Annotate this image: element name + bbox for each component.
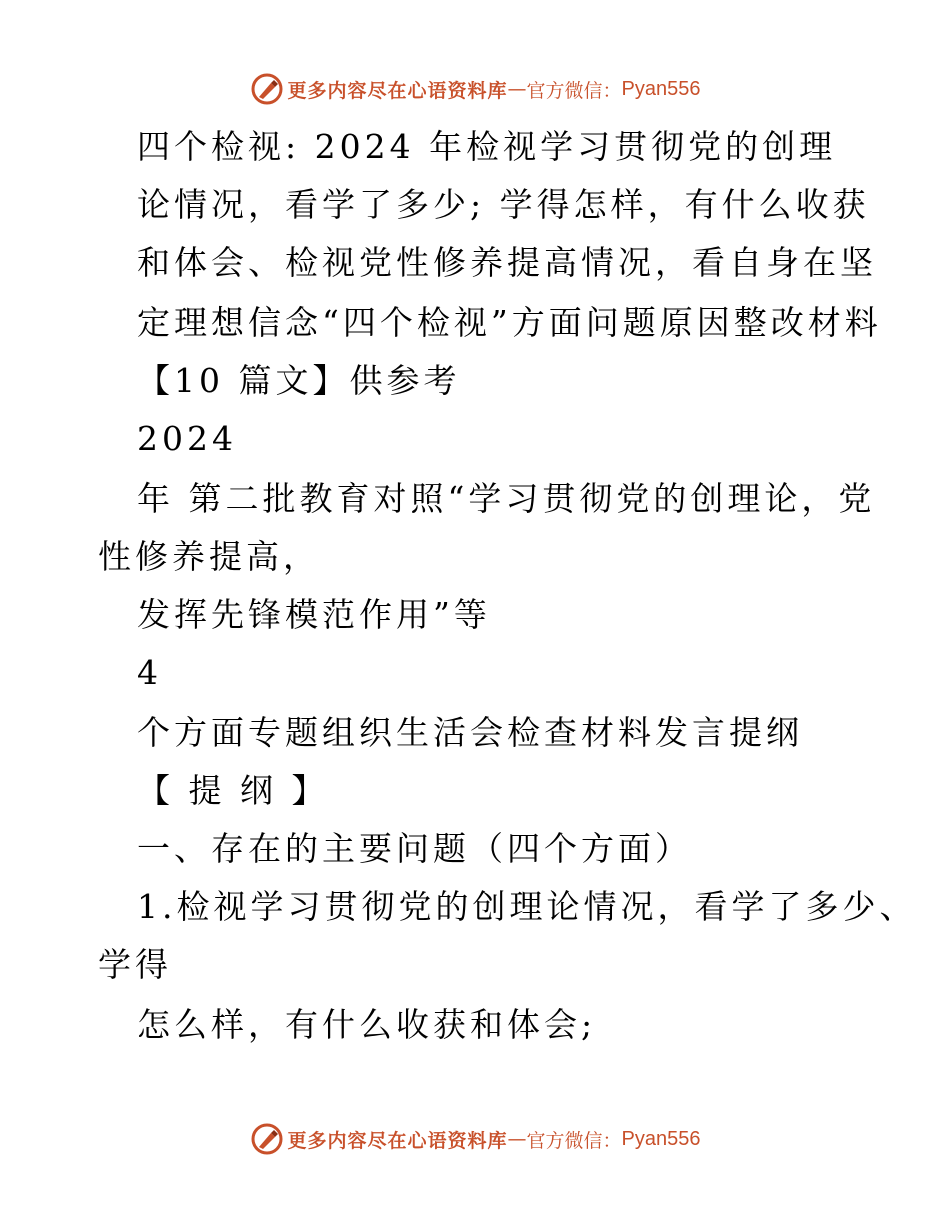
watermark-separator: — — [507, 1128, 527, 1150]
section-heading: 一、存在的主要问题（四个方面） — [137, 829, 692, 868]
pen-logo-icon — [250, 1122, 284, 1156]
text-line: 4 — [137, 653, 162, 692]
watermark-official: 官方微信： — [526, 79, 622, 102]
text-line: 个方面专题组织生活会检查材料发言提纲 — [137, 713, 803, 752]
section-heading: 【 提 纲 】 — [137, 771, 329, 810]
text-line: 学得 — [98, 945, 172, 984]
text-line: 和体会、检视党性修养提高情况，看自身在坚 — [137, 243, 877, 282]
text-line: 定理想信念“四个检视”方面问题原因整改材料 — [137, 303, 882, 342]
text-line: 发挥先锋模范作用”等 — [137, 595, 491, 634]
header-watermark — [0, 72, 950, 106]
watermark-official: 官方微信： — [526, 1129, 622, 1152]
watermark-wechat-id: Pyan556 — [621, 1127, 701, 1150]
watermark-text: 更多内容尽在心语资料库 — [287, 1129, 508, 1152]
text-line: 四个检视: 2024 年检视学习贯彻党的创理 — [137, 127, 837, 166]
pen-logo-icon — [250, 72, 284, 106]
text-line: 【10 篇文】供参考 — [137, 361, 461, 400]
watermark-wechat-id: Pyan556 — [621, 77, 701, 100]
text-line: 论情况，看学了多少; 学得怎样，有什么收获 — [137, 185, 870, 224]
text-line: 性修养提高， — [98, 537, 320, 576]
watermark-separator: — — [507, 78, 527, 100]
text-line: 1.检视学习贯彻党的创理论情况，看学了多少、 — [137, 887, 917, 926]
watermark-text: 更多内容尽在心语资料库 — [287, 79, 508, 102]
text-line: 怎么样，有什么收获和体会; — [137, 1005, 597, 1044]
text-line: 年 第二批教育对照“学习贯彻党的创理论，党 — [137, 479, 876, 518]
footer-watermark — [0, 1122, 950, 1156]
text-line: 2024 — [137, 419, 237, 458]
